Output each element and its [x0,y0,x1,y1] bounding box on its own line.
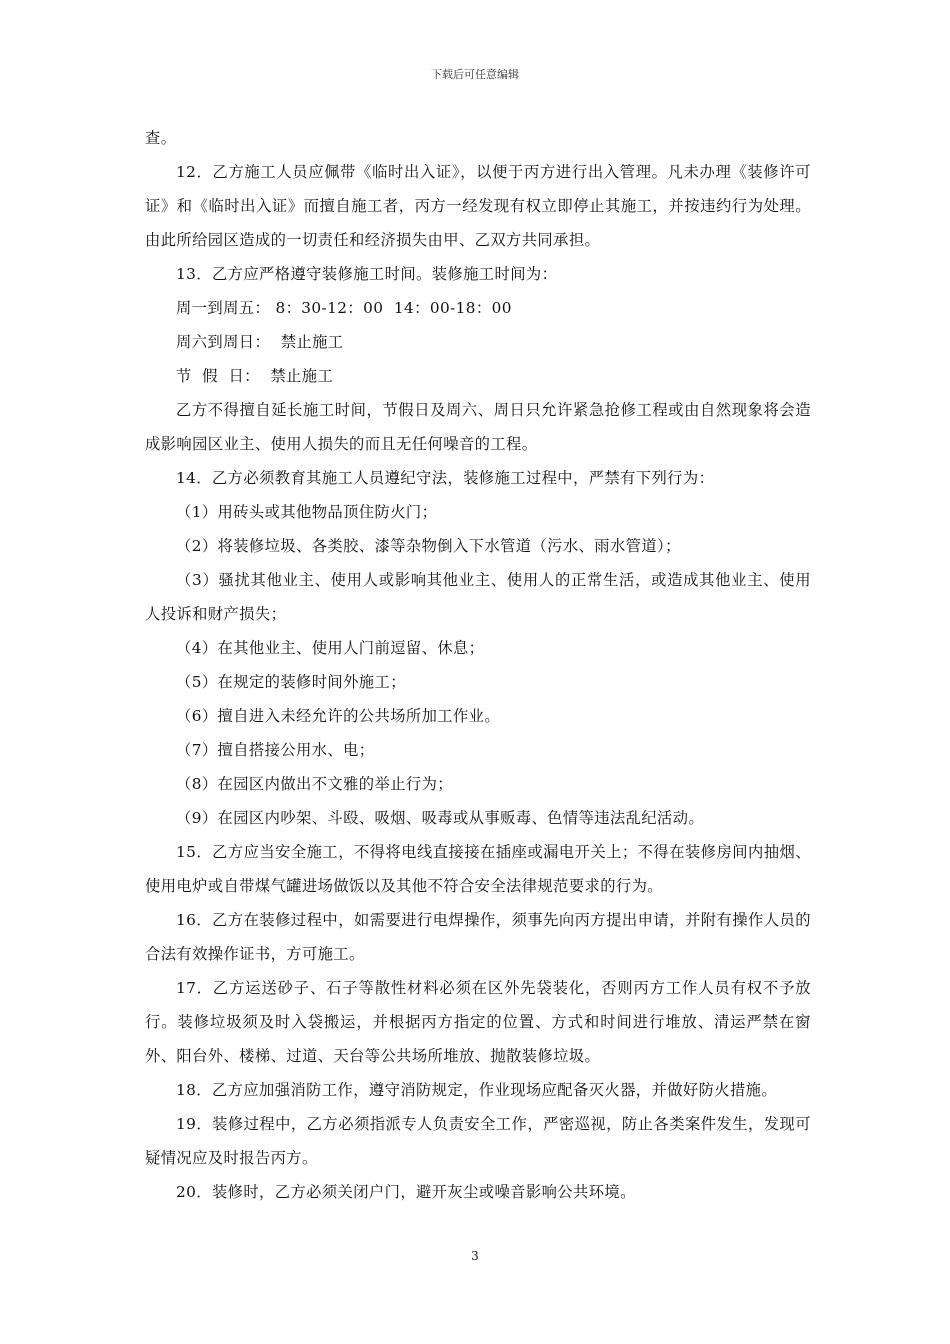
paragraph-12: 12．乙方施工人员应佩带《临时出入证》，以便于丙方进行出入管理。凡未办理《装修许可证》和《临时出入证》而擅自施工者，丙方一经发现有权立即停止其施工，并按违约行为处理。由此所给园区造成的一切责任和经济损失由甲、乙双方共同承担。 [145,163,811,249]
list-item-5: （5）在规定的装修时间外施工； [176,673,406,691]
paragraph-18: 18．乙方应加强消防工作，遵守消防规定，作业现场应配备灭火器，并做好防火措施。 [176,1081,778,1099]
list-item-1: （1）用砖头或其他物品顶住防火门； [176,503,438,521]
paragraph-16: 16．乙方在装修过程中，如需要进行电焊操作，须事先向丙方提出申请，并附有操作人员的合法有效操作证书，方可施工。 [145,911,811,963]
schedule-holidays: 节 假 日： 禁止施工 [176,367,334,385]
list-item-9: （9）在园区内吵架、斗殴、吸烟、吸毒或从事贩毒、色情等违法乱纪活动。 [176,809,705,827]
list-item-6: （6）擅自进入未经允许的公共场所加工作业。 [176,707,501,725]
paragraph-14: 14．乙方必须教育其施工人员遵纪守法，装修施工过程中，严禁有下列行为： [176,469,715,487]
list-item-3: （3）骚扰其他业主、使用人或影响其他业主、使用人的正常生活，或造成其他业主、使用人投诉和财产损失； [145,571,811,623]
paragraph-15: 15．乙方应当安全施工，不得将电线直接接在插座或漏电开关上；不得在装修房间内抽烟、使用电炉或自带煤气罐进场做饭以及其他不符合安全法律规范要求的行为。 [145,843,811,895]
paragraph-20: 20．装修时，乙方必须关闭户门，避开灰尘或噪音影响公共环境。 [176,1183,636,1201]
schedule-weekend: 周六到周日： 禁止施工 [176,333,344,351]
paragraph-19: 19．装修过程中，乙方必须指派专人负责安全工作，严密巡视，防止各类案件发生，发现可疑情况应及时报告丙方。 [145,1115,811,1167]
list-item-7: （7）擅自搭接公用水、电； [176,741,375,759]
document-body [145,121,811,1209]
paragraph-0: 查。 [145,129,177,147]
paragraph-13-note: 乙方不得擅自延长施工时间，节假日及周六、周日只允许紧急抢修工程或由自然现象将会造成影响园区业主、使用人损失的而且无任何噪音的工程。 [145,401,811,453]
list-item-4: （4）在其他业主、使用人门前逗留、休息； [176,639,485,657]
page-number: 3 [471,1249,479,1263]
header-note: 下载后可任意编辑 [431,68,519,81]
list-item-8: （8）在园区内做出不文雅的举止行为； [176,775,453,793]
list-item-2: （2）将装修垃圾、各类胶、漆等杂物倒入下水管道（污水、雨水管道）； [176,537,681,555]
paragraph-13: 13．乙方应严格遵守装修施工时间。装修施工时间为： [176,265,558,283]
schedule-weekdays: 周一到周五： 8：30-12：00 14：00-18：00 [176,299,512,317]
paragraph-17: 17．乙方运送砂子、石子等散性材料必须在区外先袋装化，否则丙方工作人员有权不予放行。装修垃圾须及时入袋搬运，并根据丙方指定的位置、方式和时间进行堆放、清运严禁在窗外、阳台外、楼梯、过道、天台等公共场所堆放、抛散装修垃圾。 [145,979,811,1065]
